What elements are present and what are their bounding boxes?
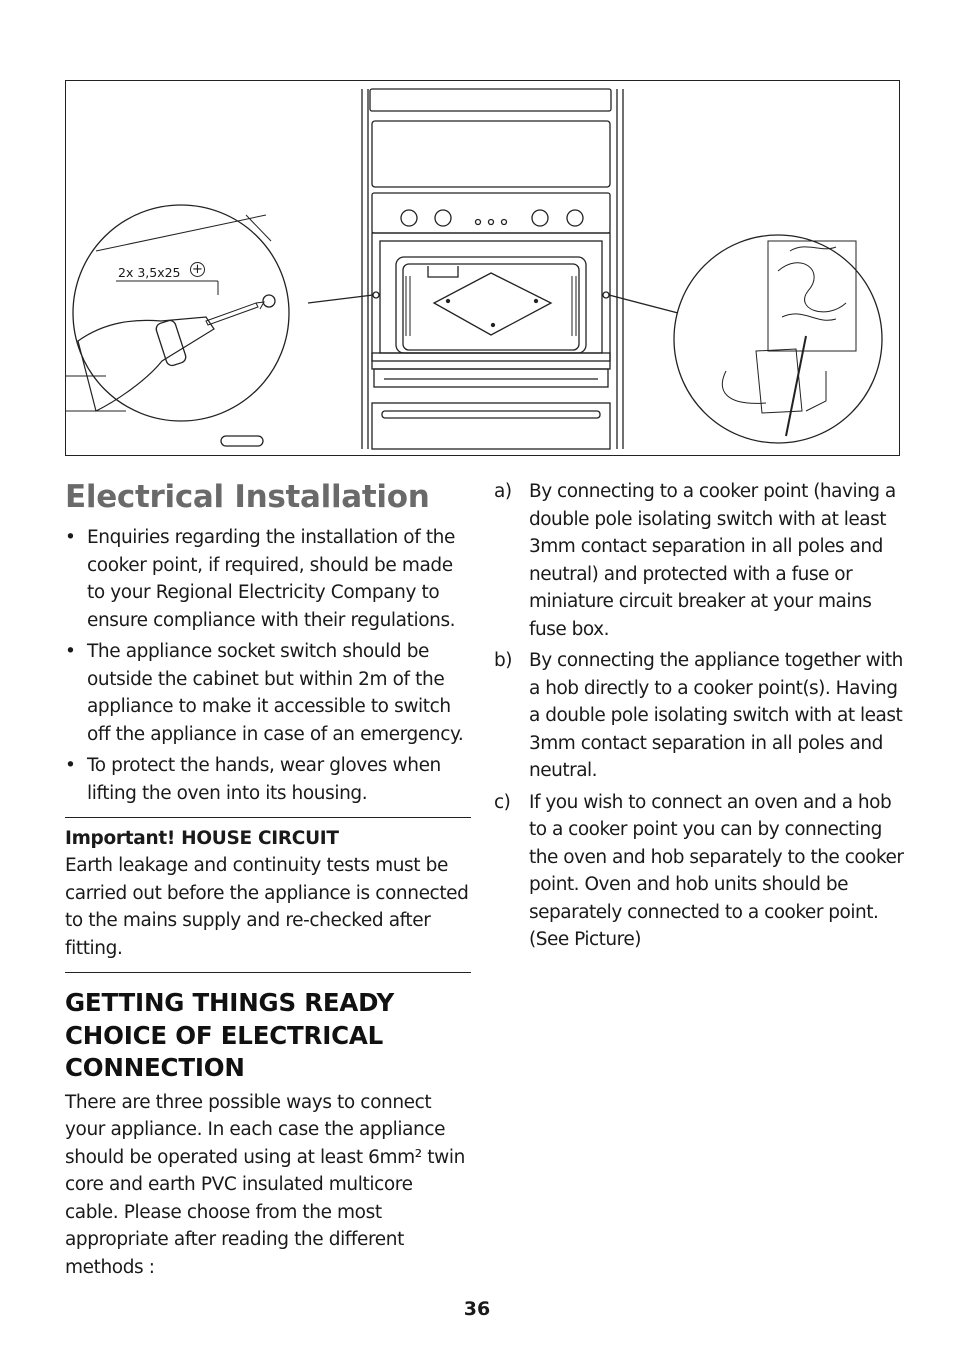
page-title: Electrical Installation [65, 479, 430, 515]
page-number: 36 [463, 1298, 491, 1320]
left-column [65, 478, 471, 1281]
divider [65, 817, 471, 818]
list-item [494, 789, 904, 954]
section-heading: GETTING THINGS READY CHOICE OF ELECTRICAL CONNECTION [65, 988, 395, 1082]
bullet-marker: • [65, 755, 76, 776]
list-item [65, 638, 471, 748]
bullet-marker: • [65, 641, 76, 662]
item-marker: b) [494, 650, 512, 671]
bullet-text: The appliance socket switch should be outside the cabinet but within 2m of the appliance to make it accessible to switch off the appliance in case of an emergency. [87, 641, 464, 745]
installation-illustration [65, 80, 900, 456]
screw-label: 2x 3,5x25 [118, 265, 181, 280]
item-text: By connecting the appliance together with a hob directly to a cooker point(s). Having a double pole isolating switch with at least 3mm contact separation in all poles and neutral. [529, 650, 903, 781]
list-item [494, 647, 904, 785]
bullet-marker: • [65, 527, 76, 548]
item-text: By connecting to a cooker point (having a double pole isolating switch with at least 3mm contact separation in all poles and neutral) and protected with a fuse or miniature circuit breaker at your mains fuse box. [529, 481, 896, 640]
section-intro: There are three possible ways to connect your appliance. In each case the appliance should be operated using at least 6mm² twin core and earth PVC insulated multicore cable. Please choose from the most appropriate after reading the different methods : [65, 1091, 465, 1278]
item-text: If you wish to connect an oven and a hob to a cooker point you can by connecting the oven and hob separately to the cooker point. Oven and hob units should be separately connected to a cooker point. (See Picture) [529, 791, 904, 950]
list-item [494, 478, 904, 643]
right-column [494, 478, 904, 958]
installation-bullets [65, 524, 471, 807]
item-marker: c) [494, 791, 511, 813]
important-text: Earth leakage and continuity tests must be carried out before the appliance is connected to the mains supply and re-checked after fitting. [65, 855, 469, 959]
screw-plus-icon: + [190, 262, 205, 277]
connection-methods [494, 478, 904, 954]
divider [65, 972, 471, 973]
list-item [65, 752, 471, 807]
bullet-text: To protect the hands, wear gloves when lifting the oven into its housing. [87, 755, 441, 804]
item-marker: a) [494, 481, 512, 502]
list-item [65, 524, 471, 634]
bullet-text: Enquiries regarding the installation of the cooker point, if required, should be made to your Regional Electricity Company to ensure compliance with their regulations. [87, 527, 456, 631]
important-heading: Important! HOUSE CIRCUIT [65, 828, 339, 849]
